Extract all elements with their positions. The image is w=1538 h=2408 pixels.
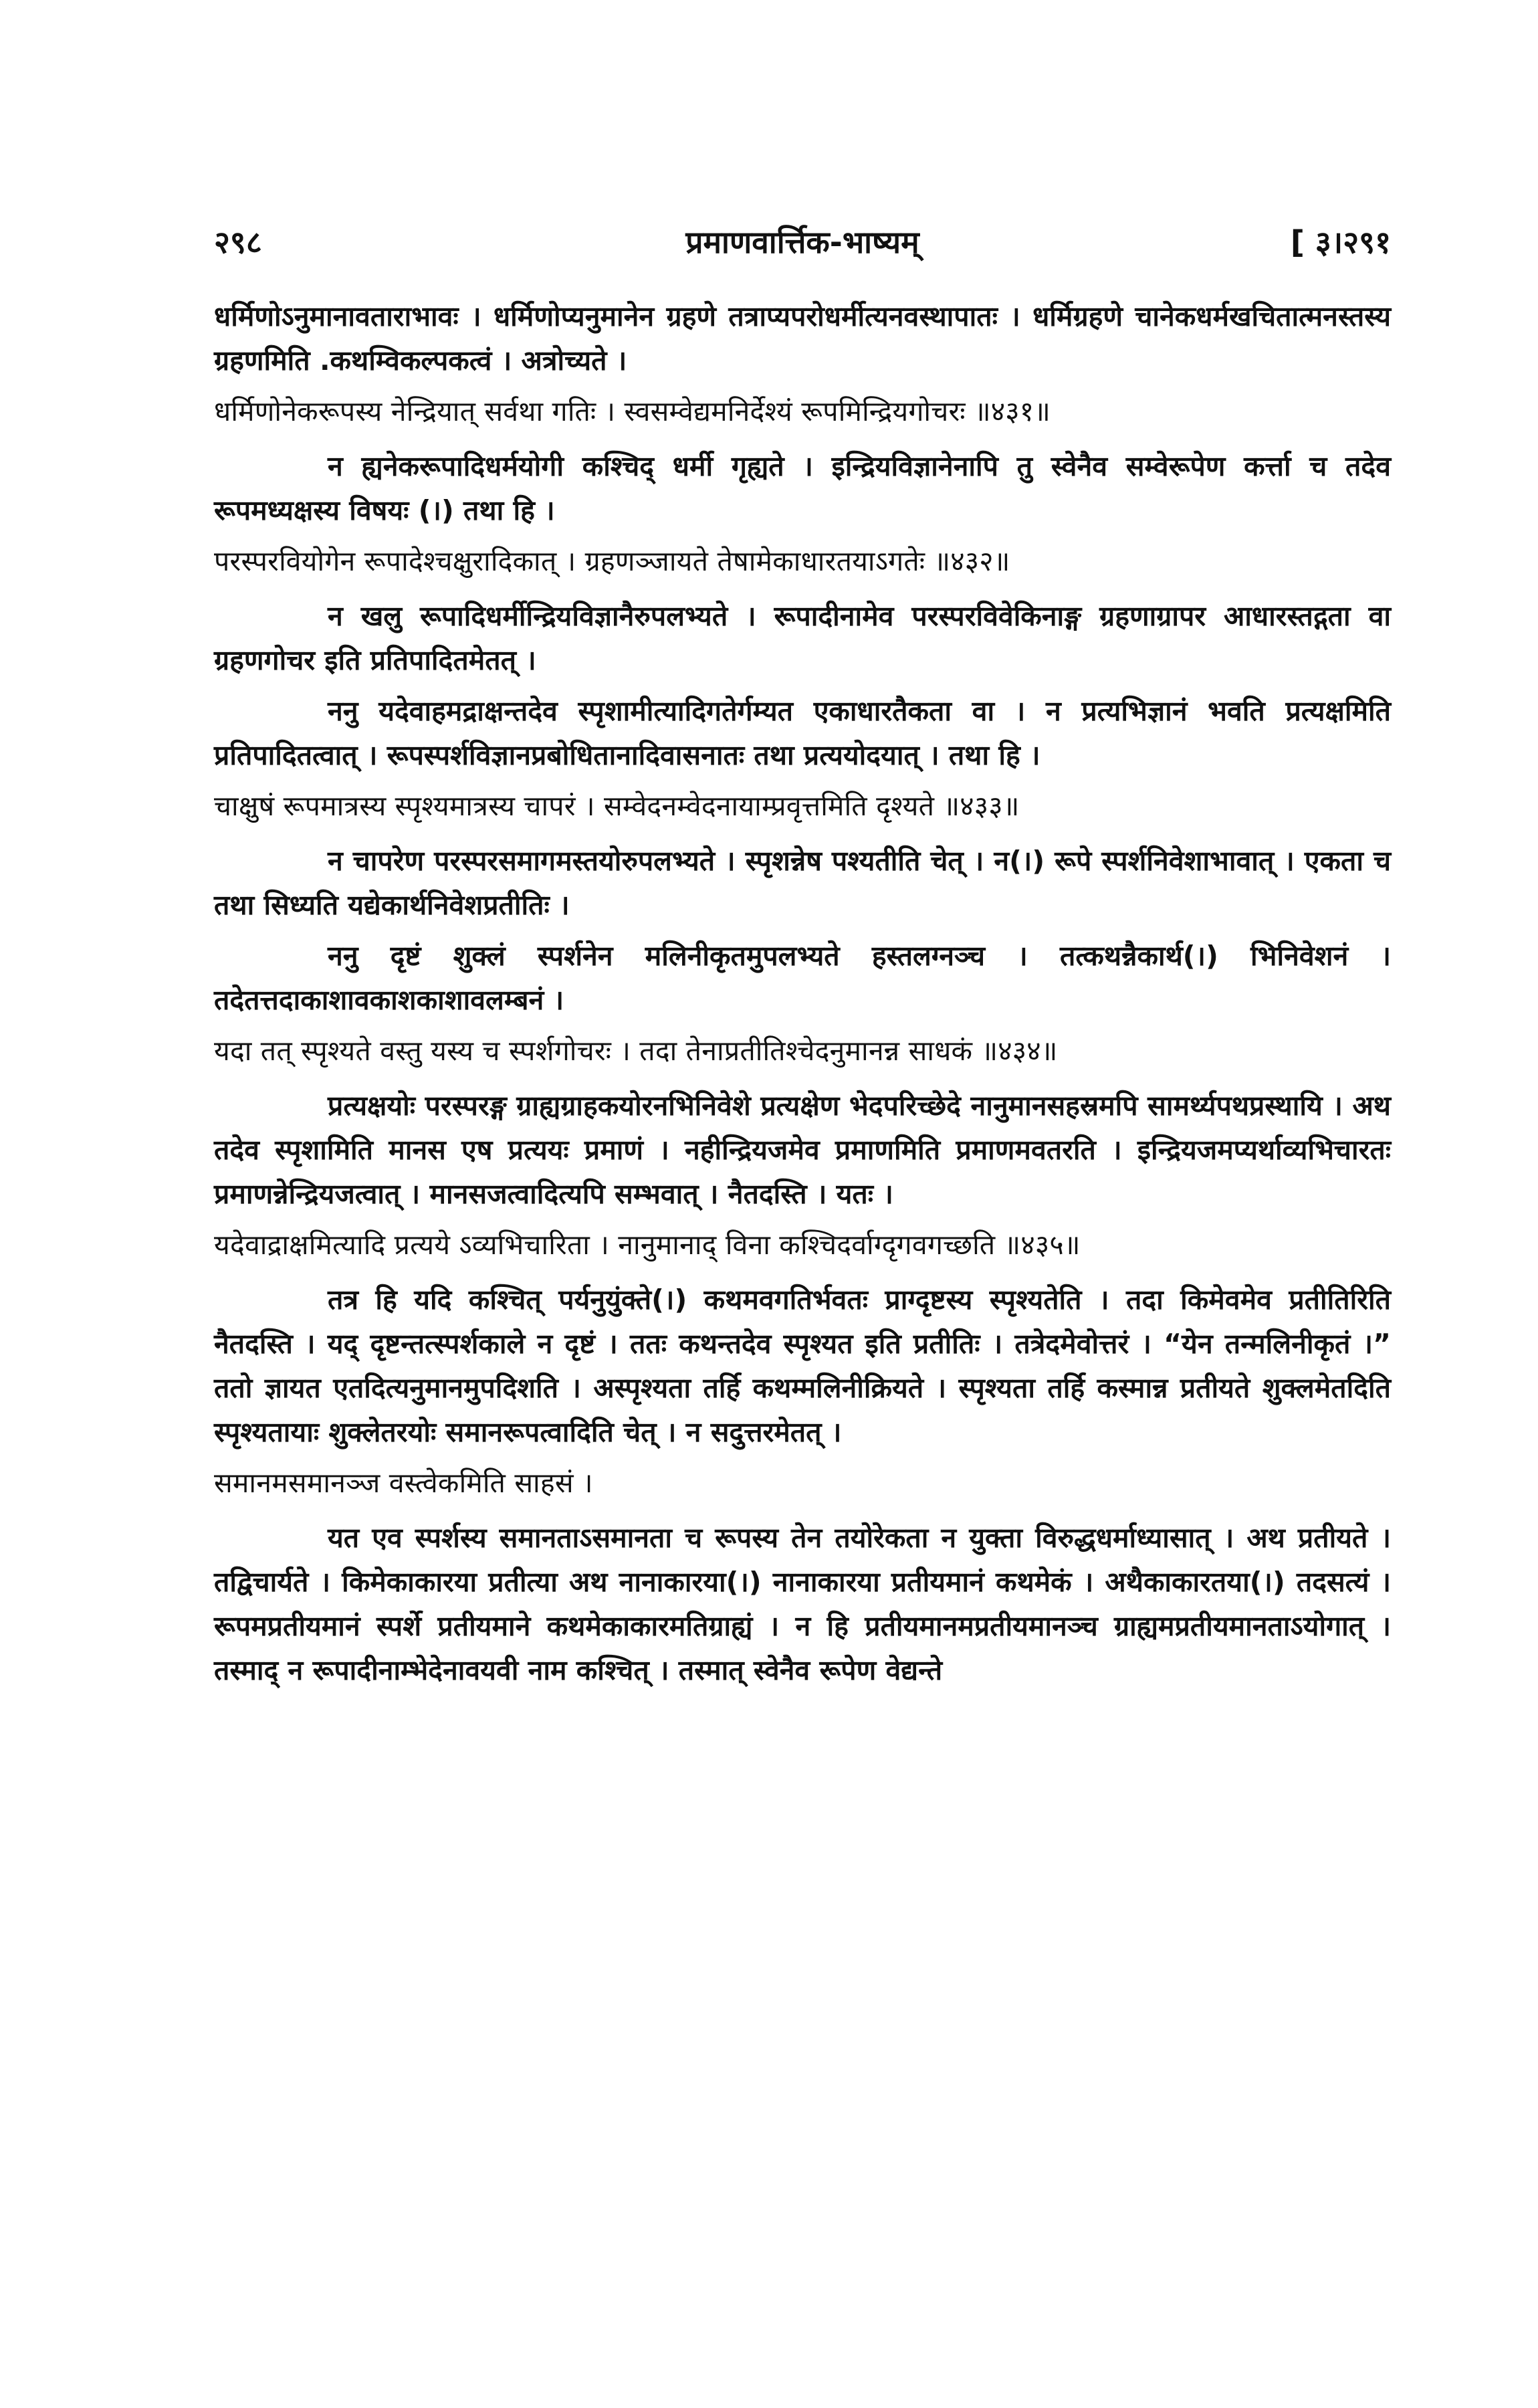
commentary-paragraph: तत्र हि यदि कश्चित् पर्यनुयुंक्ते(।) कथमवगतिर्भवतः प्राग्दृष्टस्य स्पृश्यतेति । तदा किमेवमेव प्रतीतिरिति नैतदस्ति । यद् दृष्टन्तत्स्पर्शकाले न दृष्टं । ततः कथन्तदेव स्पृश्यत इति प्रतीतिः । तत्रेदमेवोत्तरं । “येन तन्मलिनीकृतं ।” ततो ज्ञायत एतदित्यनुमानमुपदिशति । अस्पृश्यता तर्हि कथम्मलिनीक्रियते । स्पृश्यता तर्हि कस्मान्न प्रतीयते शुक्लमेतदिति स्पृश्यतायाः शुक्लेतरयोः समानरूपत्वादिति चेत् । न सदुत्तरमेतत् । [214,1284,1391,1448]
verse-line: समानमसमानञ्ज वस्त्वेकमिति साहसं । [214,1467,593,1499]
running-title: प्रमाणवार्त्तिक-भाष्यम् [685,224,919,260]
verse-line: यदा तत् स्पृश्यते वस्तु यस्य च स्पर्शगोचरः । तदा तेनाप्रतीतिश्चेदनुमानन्न साधकं ॥४३४॥ [214,1035,1058,1067]
verse-reference: [ ३।२९१ [1290,224,1391,260]
commentary-paragraph: न ह्यनेकरूपादिधर्मयोगी कश्चिद् धर्मी गृह्यते । इन्द्रियविज्ञानेनापि तु स्वेनैव सम्वेरूपेण कर्त्ता च तदेव रूपमध्यक्षस्य विषयः (।) तथा हि । [214,450,1391,526]
verse-line: परस्परवियोगेन रूपादेश्चक्षुरादिकात् । ग्रहणञ्जायते तेषामेकाधारतयाऽगतेः ॥४३२॥ [214,545,1010,577]
commentary-paragraph: यत एव स्पर्शस्य समानताऽसमानता च रूपस्य तेन तयोरेकता न युक्ता विरुद्धधर्माध्यासात् । अथ प्रतीयते । तद्विचार्यते । किमेकाकारया प्रतीत्या अथ नानाकारया(।) नानाकारया प्रतीयमानं कथमेकं । अथैकाकारतया(।) तदसत्यं । रूपमप्रतीयमानं स्पर्शे प्रतीयमाने कथमेकाकारमतिग्राह्यं । न हि प्रतीयमानमप्रतीयमानञ्च ग्राह्यमप्रतीयमानताऽयोगात् । तस्माद् न रूपादीनाम्भेदेनावयवी नाम कश्चित् । तस्मात् स्वेनैव रूपेण वेद्यन्ते [214,1522,1391,1686]
verse-line: चाक्षुषं रूपमात्रस्य स्पृश्यमात्रस्य चापरं । सम्वेदनम्वेदनायाम्प्रवृत्तमिति दृश्यते ॥४३३॥ [214,790,1020,822]
verse-line: धर्मिणोनेकरूपस्य नेन्द्रियात् सर्वथा गतिः । स्वसम्वेद्यमनिर्देश्यं रूपमिन्द्रियगोचरः ॥४३१॥ [214,395,1051,427]
page-header [214,221,1391,274]
page-body [214,294,1391,1699]
commentary-paragraph: प्रत्यक्षयोः परस्परङ्ग ग्राह्यग्राहकयोरनभिनिवेशे प्रत्यक्षेण भेदपरिच्छेदे नानुमानसहस्रमपि सामर्थ्यपथप्रस्थायि । अथ तदेव स्पृशामिति मानस एष प्रत्ययः प्रमाणं । नहीन्द्रियजमेव प्रमाणमिति प्रमाणमवतरति । इन्द्रियजमप्यर्थाव्यभिचारतः प्रमाणन्नेन्द्रियजत्वात् । मानसजत्वादित्यपि सम्भवात् । नैतदस्ति । यतः । [214,1090,1391,1210]
verse-line: यदेवाद्राक्षमित्यादि प्रत्यये ऽव्यभिचारिता । नानुमानाद् विना कश्चिदर्वाग्दृगवगच्छति ॥४३५॥ [214,1229,1081,1261]
commentary-paragraph: ननु दृष्टं शुक्लं स्पर्शनेन मलिनीकृतमुपलभ्यते हस्तलग्नञ्च । तत्कथन्नैकार्थ(।) भिनिवेशनं । तदेतत्तदाकाशावकाशकाशावलम्बनं । [214,940,1391,1016]
commentary-paragraph: न चापरेण परस्परसमागमस्तयोरुपलभ्यते । स्पृशन्नेष पश्यतीति चेत् । न(।) रूपे स्पर्शनिवेशाभावात् । एकता च तथा सिध्यति यद्येकार्थनिवेशप्रतीतिः । [214,845,1391,921]
page-number: २९८ [214,224,262,260]
commentary-paragraph: ननु यदेवाहमद्राक्षन्तदेव स्पृशामीत्यादिगतेर्गम्यत एकाधारतैकता वा । न प्रत्यभिज्ञानं भवति प्रत्यक्षमिति प्रतिपादितत्वात् । रूपस्पर्शविज्ञानप्रबोधितानादिवासनातः तथा प्रत्ययोदयात् । तथा हि । [214,695,1391,771]
commentary-paragraph: न खलु रूपादिधर्मीन्द्रियविज्ञानैरुपलभ्यते । रूपादीनामेव परस्परविवेकिनाङ्ग ग्रहणाग्रापर आधारस्तद्गता वा ग्रहणगोचर इति प्रतिपादितमेतत् । [214,600,1391,676]
commentary-paragraph: धर्मिणोऽनुमानावताराभावः । धर्मिणोप्यनुमानेन ग्रहणे तत्राप्यपरोधर्मीत्यनवस्थापातः । धर्मिग्रहणे चानेकधर्मखचितात्मनस्तस्य ग्रहणमिति .कथम्विकल्पकत्वं । अत्रोच्यते । [214,300,1391,377]
